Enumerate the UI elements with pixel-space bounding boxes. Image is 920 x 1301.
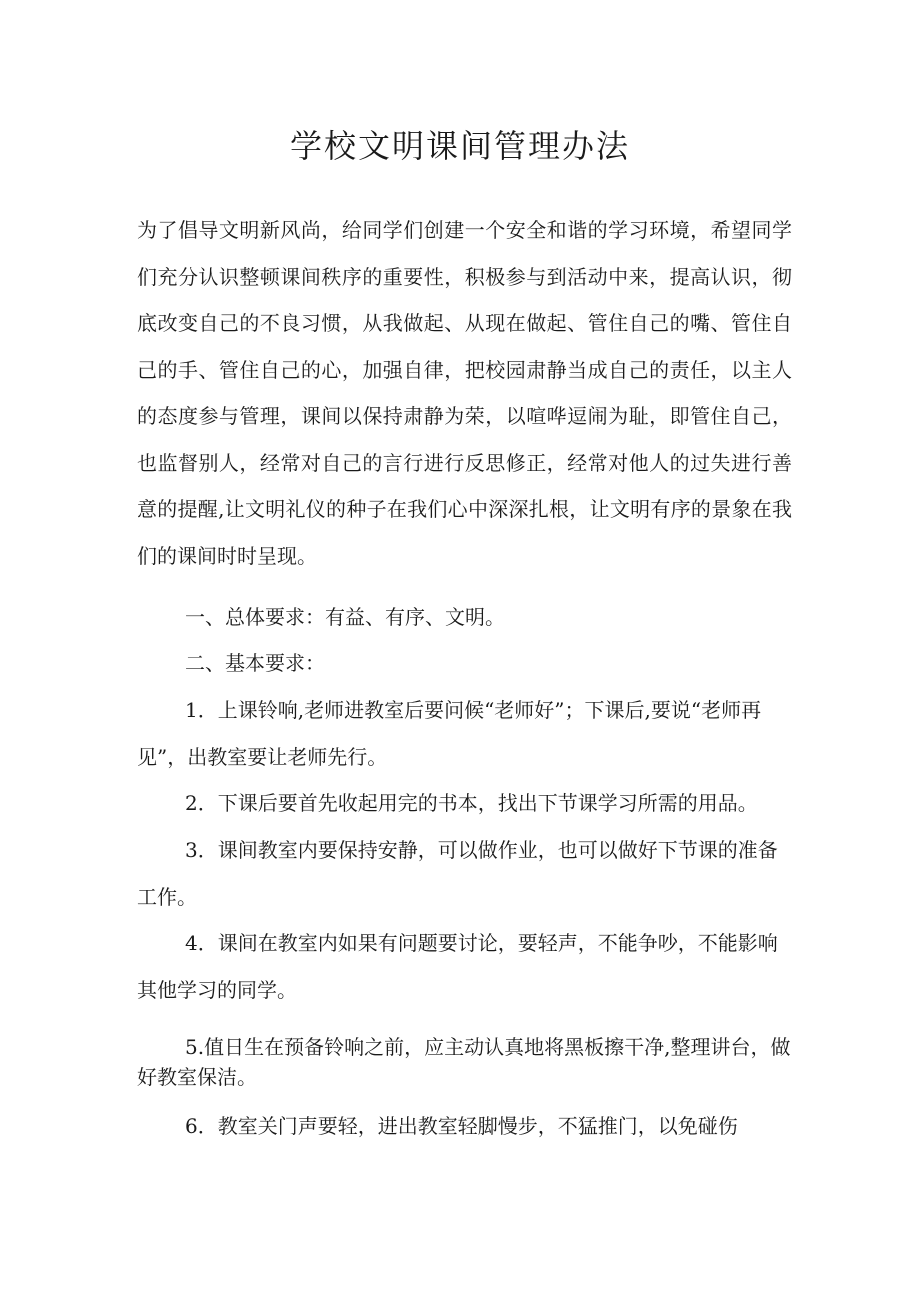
- requirement-item-3: 3．课间教室内要保持安静，可以做作业，也可以做好下节课的准备工作。: [137, 838, 778, 909]
- requirement-item-5: 5.值日生在预备铃响之前，应主动认真地将黑板擦干净,整理讲台，做好教室保洁。: [137, 1035, 791, 1089]
- requirement-item-4: 4．课间在教室内如果有问题要讨论，要轻声，不能争吵，不能影响其他学习的同学。: [137, 931, 778, 1002]
- document-title: 学校文明课间管理办法: [289, 127, 630, 165]
- section-general-requirements: 一、总体要求：有益、有序、文明。: [185, 605, 505, 629]
- requirement-item-2: 2．下课后要首先收起用完的书本，找出下节课学习所需的用品。: [185, 791, 758, 815]
- requirement-item-6: 6．教室关门声要轻，进出教室轻脚慢步，不猛推门，以免碰伤: [185, 1114, 738, 1138]
- intro-paragraph: 为了倡导文明新风尚，给同学们创建一个安全和谐的学习环境，希望同学们充分认识整顿课间秩序的重要性，积极参与到活动中来，提高认识，彻底改变自己的不良习惯，从我做起、从现在做起、管住自己的嘴、管住自己的手、管住自己的心，加强自律，把校园肃静当成自己的责任，以主人的态度参与管理，课间以保持肃静为荣，以喧哗逗闹为耻，即管住自己，也监督别人，经常对自己的言行进行反思修正，经常对他人的过失进行善意的提醒,让文明礼仪的种子在我们心中深深扎根，让文明有序的景象在我们的课间时时呈现。: [137, 218, 792, 568]
- requirement-item-1: 1．上课铃响,老师进教室后要问候“老师好”；下课后,要说“老师再见”，出教室要让老师先行。: [137, 698, 762, 769]
- section-basic-requirements: 二、基本要求：: [185, 651, 325, 675]
